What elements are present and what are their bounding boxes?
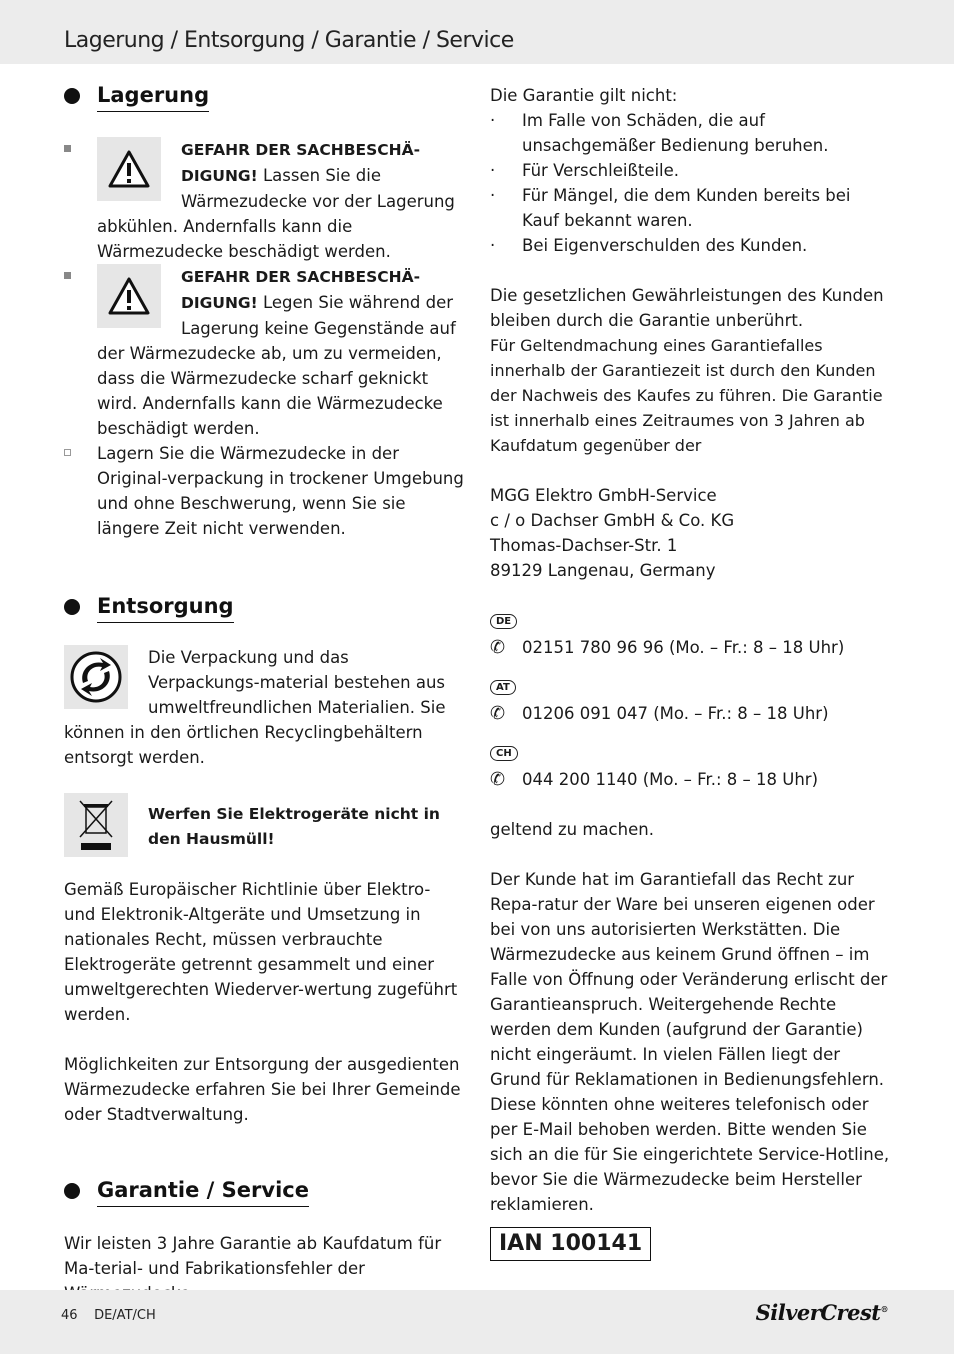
warning-triangle-icon: [97, 264, 161, 328]
checkbox-bullet-icon: [64, 449, 71, 456]
hotline-ch: [490, 738, 890, 792]
exclusion-text: Im Falle von Schäden, die auf unsachgemäßer Bedienung beruhen.: [522, 111, 829, 155]
address-line: 89129 Langenau, Germany: [490, 561, 716, 580]
ian-box: IAN 100141: [490, 1227, 651, 1261]
claim-paragraph: Für Geltendmachung eines Garantiefalles innerhalb der Garantiezeit ist durch den Kunden der Nachweis des Kaufes zu führen. Die Garantie ist innerhalb eines Zeitraumes von 3 Jahren ab Kaufdatum gegenüber der: [490, 336, 883, 455]
heading-entsorgung: Entsorgung: [97, 591, 234, 623]
bullet-dot-icon: [64, 88, 80, 104]
geltend-text: geltend zu machen.: [490, 820, 654, 839]
phone-icon: ✆: [490, 637, 506, 658]
bullet-dot-icon: [64, 1183, 80, 1199]
section-heading-lagerung: [64, 80, 464, 116]
exclusion-item: · Für Mängel, die dem Kunden bereits bei Kauf bekannt waren.: [490, 186, 851, 230]
hotline-number: 01206 091 047 (Mo. – Fr.: 8 – 18 Uhr): [522, 704, 829, 723]
repair-paragraph: Der Kunde hat im Garantiefall das Recht zur Repa-ratur der Ware bei unseren eigenen oder bei von uns autorisierten Werkstätten. Die Wärmezudecke aus keinem Grund öffnen – im Falle von Öffnung oder Veränderung erlischt der Garantieanspruch. Weitergehende Rechte werden dem Kunden (aufgrund der Garantie) nicht eingeräumt. In vielen Fällen liegt der Grund für Reklamationen in Bedienungsfehlern. Diese könnten ohne weiteres telefonisch oder per E-Mail behoben werden. Bitte wenden Sie sich an die für Sie eingerichtete Service-Hotline, bevor Sie die Wärmezudecke beim Hersteller reklamieren.: [490, 870, 890, 1214]
recycling-block: [64, 645, 464, 770]
page-number: 46: [61, 1308, 78, 1323]
heading-lagerung: Lagerung: [97, 80, 209, 112]
warning-block-1: [64, 137, 464, 264]
page-title: Lagerung / Entsorgung / Garantie / Service: [64, 28, 514, 53]
warranty-intro: Wir leisten 3 Jahre Garantie ab Kaufdatum für Ma-terial- und Fabrikationsfehler der: [64, 1234, 442, 1278]
exclusion-item: · Bei Eigenverschulden des Kunden.: [490, 236, 808, 255]
exclusion-text: Für Mängel, die dem Kunden bereits bei Kauf bekannt waren.: [522, 186, 851, 230]
square-bullet-icon: [64, 272, 71, 279]
recycling-icon: [64, 645, 128, 709]
weee-block: [64, 793, 464, 861]
hotline-number: 02151 780 96 96 (Mo. – Fr.: 8 – 18 Uhr): [522, 638, 845, 657]
hotline-at: [490, 672, 890, 726]
bullet-dot-icon: [64, 599, 80, 615]
heading-garantie: Garantie / Service: [97, 1175, 309, 1207]
recycling-text: Die Verpackung und das Verpackungs-material bestehen aus umweltfreundlichen Materialien. Sie können in den örtlichen Recyclingbehältern entsorgt werden.: [64, 648, 446, 767]
phone-icon: ✆: [490, 703, 506, 724]
service-address: [490, 483, 890, 583]
warning-block-2: [64, 264, 464, 441]
country-badge: DE: [490, 614, 517, 629]
warning-2-text: Legen Sie während der Lagerung keine Gegenstände auf der Wärmezudecke ab, um zu vermeiden, dass die Wärmezudecke scharf geknickt wird. Andernfalls kann die Wärmezudecke beschädigt werden.: [97, 293, 456, 438]
weee-paragraph: Gemäß Europäischer Richtlinie über Elektro- und Elektronik-Altgeräte und Umsetzung in nationales Recht, müssen verbrauchte Elektrogeräte getrennt gesammelt und einer umweltgerechten Wiederver-wertung zugeführt werden.: [64, 880, 458, 1024]
storage-bullet-text: Lagern Sie die Wärmezudecke in der Original-verpackung in trockener Umgebung und ohne Beschwerung, wenn Sie sie längere Zeit nicht verwenden.: [97, 444, 464, 538]
storage-bullet: [64, 441, 464, 541]
legal-paragraph: Die gesetzlichen Gewährleistungen des Kunden bleiben durch die Garantie unberührt.: [490, 286, 884, 330]
right-column: [490, 83, 890, 1261]
left-column: [64, 80, 464, 1306]
disposal-paragraph: Möglichkeiten zur Entsorgung der ausgedienten Wärmezudecke erfahren Sie bei Ihrer Gemeinde oder Stadtverwaltung.: [64, 1055, 461, 1124]
exclusion-item: · Im Falle von Schäden, die auf unsachgemäßer Bedienung beruhen.: [490, 111, 829, 155]
hotline-de: [490, 606, 890, 660]
brand-name: SilverCrest: [755, 1300, 881, 1325]
weee-text: Werfen Sie Elektrogeräte nicht in den Hausmüll!: [148, 805, 440, 848]
section-heading-garantie: [64, 1175, 464, 1211]
brand-logo: SilverCrest®: [755, 1300, 888, 1325]
exclusion-item: · Für Verschleißteile.: [490, 161, 680, 180]
page-header: [0, 0, 954, 64]
exclusion-text: Für Verschleißteile.: [522, 161, 680, 180]
crossed-bin-icon: [64, 793, 128, 857]
phone-icon: ✆: [490, 769, 506, 790]
country-badge: AT: [490, 680, 516, 695]
address-line: Thomas-Dachser-Str. 1: [490, 536, 678, 555]
warning-1-title: GEFAHR DER SACHBESCHÄ-DIGUNG!: [181, 141, 421, 185]
address-line: MGG Elektro GmbH-Service: [490, 486, 717, 505]
warning-2-title: GEFAHR DER SACHBESCHÄ-DIGUNG!: [181, 268, 421, 312]
page-footer: [0, 1290, 954, 1354]
not-valid-title: Die Garantie gilt nicht:: [490, 86, 678, 105]
address-line: c / o Dachser GmbH & Co. KG: [490, 511, 735, 530]
section-heading-entsorgung: [64, 591, 464, 627]
square-bullet-icon: [64, 145, 71, 152]
page-info: [61, 1308, 156, 1323]
hotline-number: 044 200 1140 (Mo. – Fr.: 8 – 18 Uhr): [522, 770, 819, 789]
warning-1-text: Lassen Sie die Wärmezudecke vor der Lagerung abkühlen. Andernfalls kann die Wärmezudecke beschädigt werden.: [97, 166, 455, 261]
exclusion-text: Bei Eigenverschulden des Kunden.: [522, 236, 808, 255]
page-lang: DE/AT/CH: [94, 1308, 156, 1323]
warning-triangle-icon: [97, 137, 161, 201]
country-badge: CH: [490, 746, 518, 761]
